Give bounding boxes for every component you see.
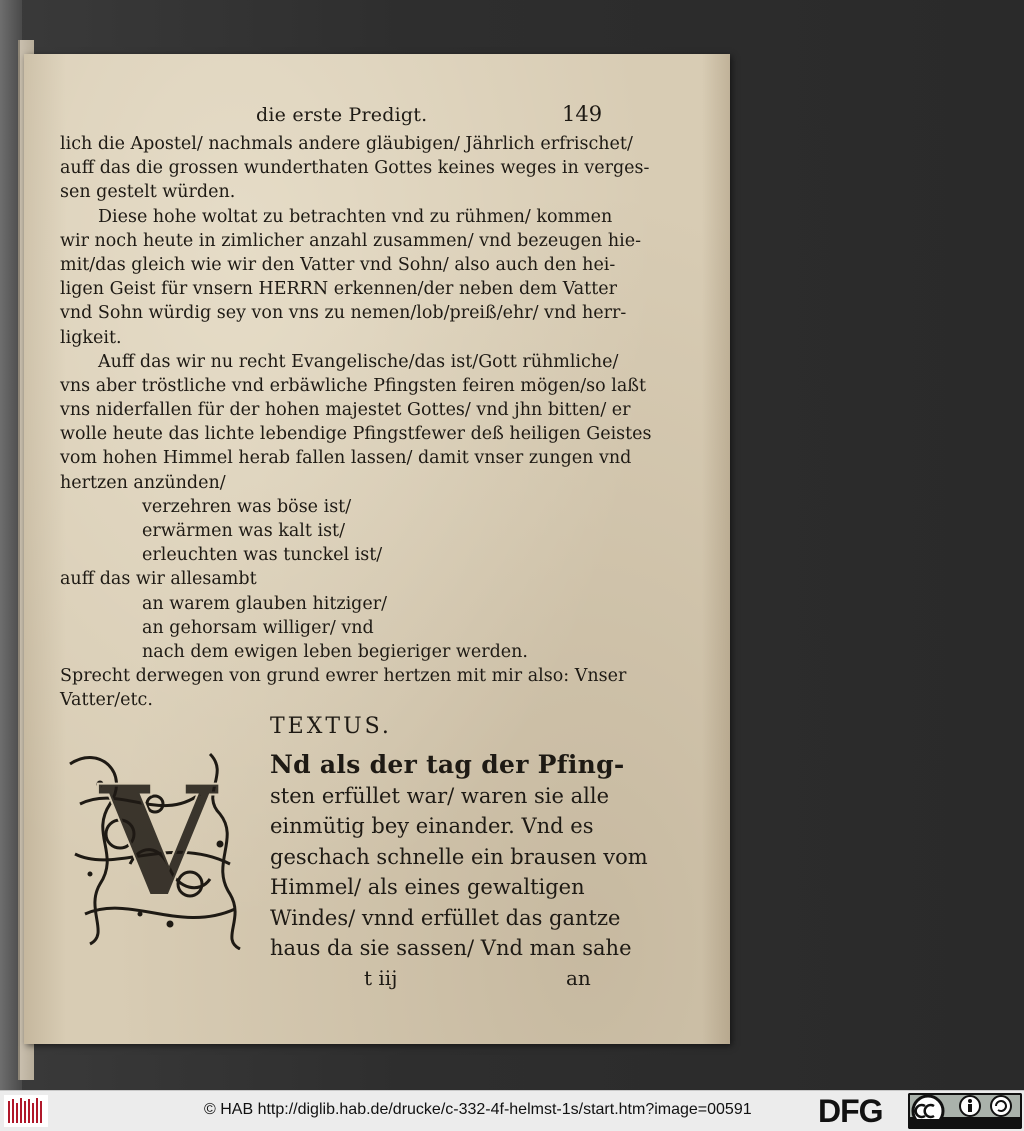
text-line: ligkeit. (60, 327, 122, 348)
dfg-logo[interactable]: DFG (818, 1093, 883, 1129)
text-line: vns aber tröstliche vnd erbäwliche Pfingsten feiren mögen/so laßt (60, 375, 646, 396)
ornamental-initial-icon (60, 744, 256, 950)
scripture-line: Windes/ vnnd erfüllet das gantze (270, 905, 621, 930)
text-line: nach dem ewigen leben begieriger werden. (142, 641, 528, 662)
text-line: erleuchten was tunckel ist/ (142, 545, 383, 566)
scripture-line: Himmel/ als eines gewaltigen (270, 875, 585, 899)
scripture-line: Nd als der tag der Pfing- (270, 750, 625, 779)
book-page (24, 54, 730, 1044)
library-logo-icon[interactable] (4, 1095, 48, 1127)
signature-mark: t iij (364, 966, 398, 990)
text-line: auff das wir allesambt (60, 569, 257, 590)
text-line: an warem glauben hitziger/ (142, 593, 387, 614)
text-line: erwärmen was kalt ist/ (142, 521, 345, 541)
text-line: auff das die grossen wunderthaten Gottes keines weges in verges- (60, 158, 650, 179)
text-line: verzehren was böse ist/ (142, 496, 352, 517)
initial-letter: V (99, 754, 217, 930)
text-line: sen gestelt würden. (60, 182, 236, 203)
scripture-line: haus da sie sassen/ Vnd man sahe (270, 936, 632, 960)
text-line: ligen Geist für vnsern HERRN erkennen/der neben dem Vatter (60, 279, 617, 300)
text-line: mit/das gleich wie wir den Vatter vnd Sohn/ also auch den hei- (60, 254, 616, 275)
cc-by-sa-icon[interactable] (908, 1093, 1022, 1129)
scripture-line: einmütig bey einander. Vnd es (270, 814, 594, 838)
text-line: Vatter/etc. (60, 690, 153, 711)
text-line: an gehorsam williger/ vnd (142, 617, 374, 638)
page-number: 149 (562, 102, 603, 126)
catchword: an (566, 966, 591, 990)
scripture-text (270, 750, 648, 964)
running-head: die erste Predigt. (256, 104, 428, 126)
text-line: vom hohen Himmel herab fallen lassen/ damit vnser zungen vnd (60, 448, 632, 469)
scripture-line: sten erfüllet war/ waren sie alle (270, 783, 610, 808)
text-line: Diese hohe woltat zu betrachten vnd zu rühmen/ kommen (98, 206, 613, 227)
text-line: wolle heute das lichte lebendige Pfingstfewer deß heiligen Geistes (60, 424, 652, 445)
text-line: vns niderfallen für der hohen majestet Gottes/ vnd jhn bitten/ er (60, 400, 631, 421)
text-line: wir noch heute in zimlicher anzahl zusammen/ vnd bezeugen hie- (60, 230, 642, 251)
text-line: Auff das wir nu recht Evangelische/das ist/Gott rühmliche/ (98, 351, 619, 372)
text-line: lich die Apostel/ nachmals andere gläubigen/ Jährlich erfrischet/ (60, 134, 633, 154)
text-line: hertzen anzünden/ (60, 472, 226, 493)
scripture-line: geschach schnelle ein brausen vom (270, 844, 648, 869)
text-line: vnd Sohn würdig sey von vns zu nemen/lob/preiß/ehr/ vnd herr- (60, 303, 627, 324)
textus-heading: TEXTUS. (270, 714, 392, 739)
copyright-link[interactable]: © HAB http://diglib.hab.de/drucke/c-332-4f-helmst-1s/start.htm?image=00591 (204, 1101, 752, 1118)
text-line: Sprecht derwegen von grund ewrer hertzen mit mir also: Vnser (60, 666, 627, 687)
footer-bar (0, 1090, 1024, 1131)
sermon-text (60, 132, 652, 713)
